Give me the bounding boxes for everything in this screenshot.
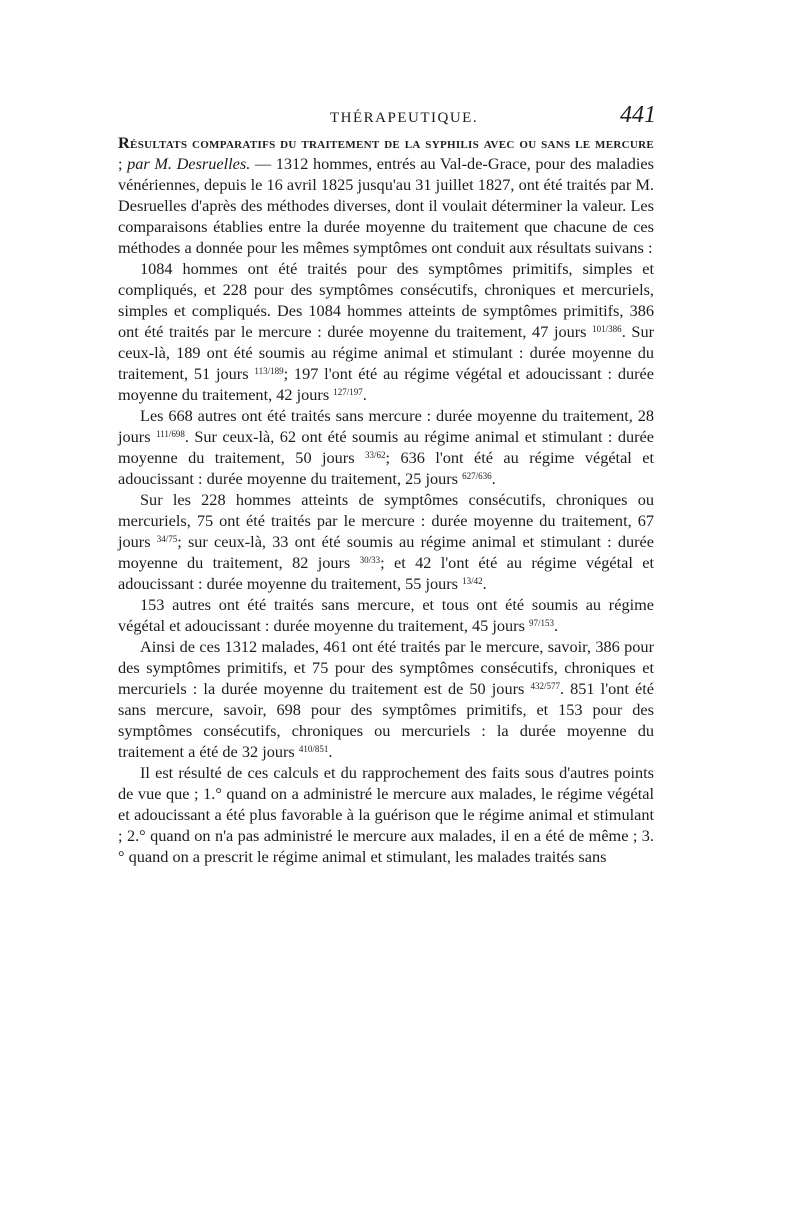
running-title: THÉRAPEUTIQUE. xyxy=(330,110,479,126)
fraction: 101/386 xyxy=(592,324,622,334)
fraction: 627/636 xyxy=(462,471,492,481)
paragraph-intro xyxy=(118,132,654,258)
p6-text-c: . xyxy=(328,742,333,761)
paragraph-5 xyxy=(118,594,654,636)
p4-text-a: Sur les 228 hommes atteints de symptômes consécutifs, chroniques ou mercuriels, 75 ont été traités par le mercure : durée moyenne du traitement, 67 jours xyxy=(118,490,654,551)
title-separator: ; xyxy=(118,154,128,173)
paragraph-3 xyxy=(118,405,654,489)
fraction: 13/42 xyxy=(462,576,483,586)
fraction: 127/197 xyxy=(333,387,363,397)
p3-text-b: . Sur ceux-là, 62 ont été soumis au régime animal et stimulant : durée moyenne du traitement, 50 jours xyxy=(118,427,654,467)
fraction: 111/698 xyxy=(155,429,185,439)
p6-text-a: Ainsi de ces 1312 malades, 461 ont été traités par le mercure, savoir, 386 pour des symptômes primitifs, et 75 pour des symptômes consécutifs, chroniques et mercuriels : la durée moyenne du traitement est de 50 jours xyxy=(118,637,654,698)
p3-text-a: Les 668 autres ont été traités sans mercure : durée moyenne du traitement, 28 jours xyxy=(118,406,654,446)
intro-text: — 1312 hommes, entrés au Val-de-Grace, pour des maladies vénériennes, depuis le 16 avril 1825 jusqu'au 31 juillet 1827, ont été traités par M. Desruelles d'après des méthodes diverses, dont il voulait déterminer la valeur. Les comparaisons établies entre la durée moyenne du traitement que chacune de ces méthodes a donnée pour les mêmes symptômes ont conduit aux résultats suivans : xyxy=(118,154,654,257)
p2-text-b: . Sur ceux-là, 189 ont été soumis au régime animal et stimulant : durée moyenne du traitement, 51 jours xyxy=(118,322,655,383)
p5-text-a: 153 autres ont été traités sans mercure, et tous ont été soumis au régime végétal et adoucissant : durée moyenne du traitement, 45 jours xyxy=(118,595,654,635)
paragraph-4 xyxy=(118,489,654,594)
fraction: 113/189 xyxy=(254,366,284,376)
fraction: 410/851 xyxy=(298,744,329,754)
par-word: par xyxy=(127,154,150,173)
page-number: 441 xyxy=(620,102,656,128)
fraction: 432/577 xyxy=(530,681,560,691)
p2-text-d: . xyxy=(362,385,367,404)
p2-text-a: 1084 hommes ont été traités pour des symptômes primitifs, simples et compliqués, et 228 pour des symptômes consécutifs, chroniques et mercuriels, simples et compliqués. Des 1084 hommes atteints de symptômes primitifs, 386 ont été traités par le mercure : durée moyenne du traitement, 47 jours xyxy=(118,259,654,341)
paragraph-2 xyxy=(118,258,654,405)
article-title: Résultats comparatifs du traitement de la syphilis avec ou sans le mercure xyxy=(118,133,654,152)
p3-text-d: . xyxy=(491,469,496,488)
body-text xyxy=(118,132,654,867)
p2-text-c: ; 197 l'ont été au régime végétal et adoucissant : durée moyenne du traitement, 42 jours xyxy=(118,364,654,404)
p4-text-c: ; et 42 l'ont été au régime végétal et adoucissant : durée moyenne du traitement, 55 jours xyxy=(118,553,655,593)
p5-text-b: . xyxy=(554,616,559,635)
p3-text-c: ; 636 l'ont été au régime végétal et adoucissant : durée moyenne du traitement, 25 jours xyxy=(118,448,655,488)
fraction: 34/75 xyxy=(156,534,178,544)
p4-text-d: . xyxy=(482,574,487,593)
fraction: 97/153 xyxy=(528,618,554,628)
p7-text: Il est résulté de ces calculs et du rapprochement des faits sous d'autres points de vue que ; 1.° quand on a administré le mercure aux malades, le régime végétal et adoucissant a été plus favorable à la guérison que le régime animal et stimulant ; 2.° quand on n'a pas administré le mercure aux malades, il en a été de même ; 3.° quand on a prescrit le régime animal et stimulant, les malades traités sans xyxy=(118,763,654,866)
paragraph-7 xyxy=(118,762,654,867)
fraction: 30/33 xyxy=(359,555,381,565)
p4-text-b: ; sur ceux-là, 33 ont été soumis au régime animal et stimulant : durée moyenne du traitement, 82 jours xyxy=(118,532,654,572)
p6-text-b: . 851 l'ont été sans mercure, savoir, 698 pour des symptômes primitifs, et 153 pour des symptômes consécutifs, chroniques ou mercuriels : la durée moyenne du traitement a été de 32 jours xyxy=(118,679,654,761)
author-name: M. Desruelles. xyxy=(154,154,251,173)
paragraph-6 xyxy=(118,636,654,762)
fraction: 33/62 xyxy=(365,450,386,460)
